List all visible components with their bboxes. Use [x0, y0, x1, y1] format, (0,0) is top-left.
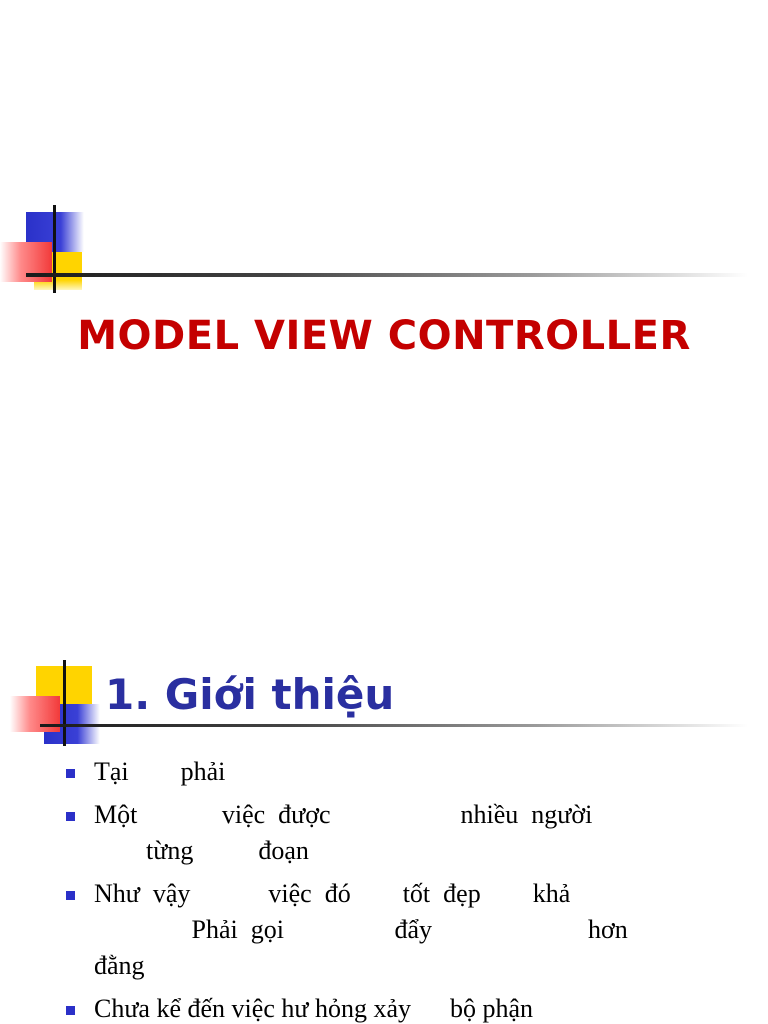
list-item [0, 876, 768, 984]
square-bullet-icon [66, 891, 75, 900]
bullet-list [0, 754, 768, 1024]
bullet-line: từng đoạn [94, 836, 309, 865]
slide-title-text: MODEL VIEW CONTROLLER [77, 313, 691, 359]
bullet-line: Phải gọi đẩy hơn [94, 915, 628, 944]
bullet-line: Tại phải [94, 757, 226, 786]
bullet-line: Như vậy việc đó tốt đẹp khả [94, 879, 571, 908]
list-item [0, 797, 768, 869]
square-bullet-icon [66, 1006, 75, 1015]
bullet-line: đằng [94, 951, 145, 980]
square-bullet-icon [66, 812, 75, 821]
bullet-line: Chưa kể đến việc hư hỏng xảy bộ phận [94, 994, 534, 1023]
list-item [0, 991, 768, 1024]
bullet-line: Một việc được nhiều người [94, 800, 593, 829]
section-heading: 1. Giới thiệu [105, 670, 395, 719]
square-bullet-icon [66, 769, 75, 778]
slide-introduction [0, 616, 768, 1024]
list-item [0, 754, 768, 790]
